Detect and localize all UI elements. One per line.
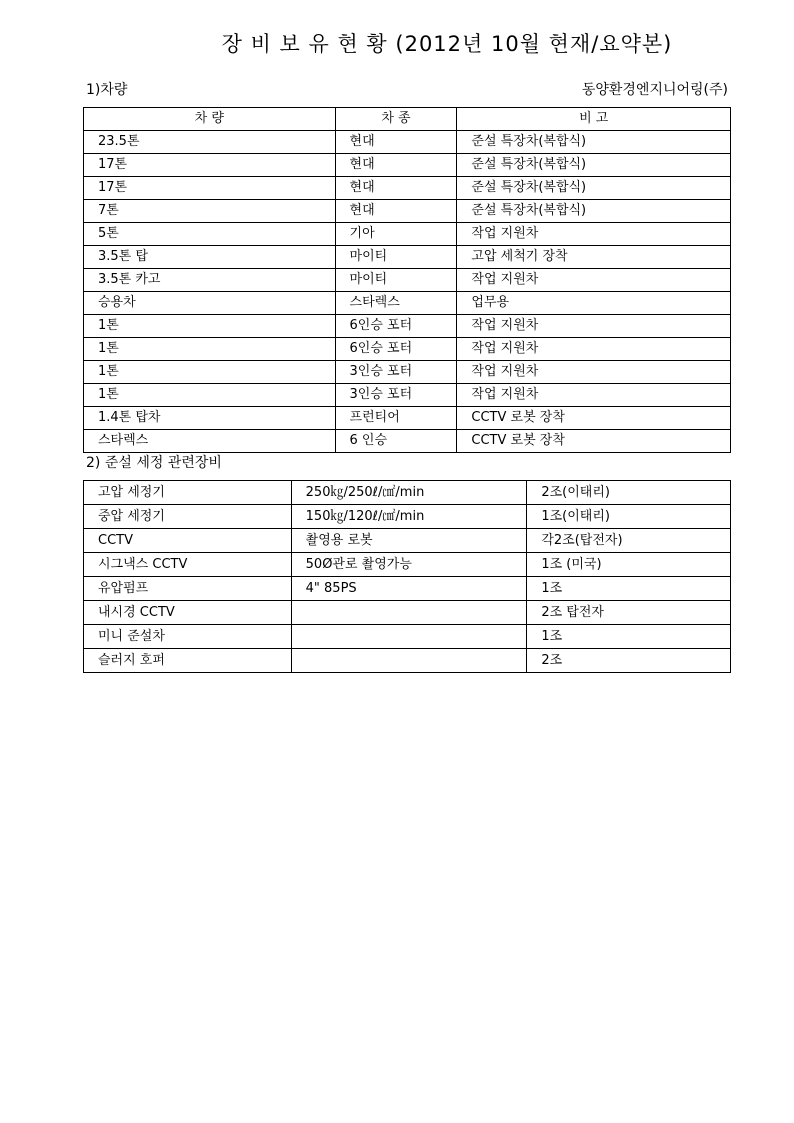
table-cell: 3.5톤 탑 [84,246,336,269]
table-row [84,384,731,407]
table-cell: 현대 [335,200,457,223]
table-cell: 스타렉스 [84,430,336,453]
table-cell: 스타렉스 [335,292,457,315]
table-cell: 고압 세척기 장착 [457,246,731,269]
table-cell: CCTV 로봇 장착 [457,430,731,453]
page-title: 장 비 보 유 현 황 (2012년 10월 현재/요약본) [221,32,673,56]
header-vehicle: 차 량 [84,108,336,131]
table-cell: 준설 특장차(복합식) [457,200,731,223]
table-cell: 마이티 [335,269,457,292]
table-row [84,505,731,529]
table-row [84,338,731,361]
table-cell: 6인승 포터 [335,315,457,338]
table-cell: 5톤 [84,223,336,246]
table-row [84,292,731,315]
table-cell: 촬영용 로봇 [291,529,527,553]
table-cell: 1조 [527,577,731,601]
table-cell: 4" 85PS [291,577,527,601]
table-header-row [84,108,731,131]
table-row [84,131,731,154]
table-cell: 1톤 [84,338,336,361]
table-cell: 작업 지원차 [457,338,731,361]
table-row [84,649,731,673]
table-cell: 슬러지 호퍼 [84,649,292,673]
table-row [84,481,731,505]
equipment-table [83,480,731,673]
table-row [84,246,731,269]
table-row [84,200,731,223]
table-cell: 준설 특장차(복합식) [457,177,731,200]
vehicle-table-body [84,131,731,453]
table-cell: 작업 지원차 [457,384,731,407]
table-cell: 미니 준설차 [84,625,292,649]
table-row [84,154,731,177]
table-cell: 50Ø관로 촬영가능 [291,553,527,577]
table-row [84,625,731,649]
table-cell [291,625,527,649]
table-cell: 작업 지원차 [457,361,731,384]
table-cell: 1톤 [84,384,336,407]
table-row [84,577,731,601]
table-cell: 마이티 [335,246,457,269]
table-cell: 현대 [335,177,457,200]
table-cell [291,601,527,625]
table-cell: 150㎏/120ℓ/㎠/min [291,505,527,529]
table-cell: 3.5톤 카고 [84,269,336,292]
table-row [84,223,731,246]
header-model: 차 종 [335,108,457,131]
table-cell: 작업 지원차 [457,315,731,338]
table-cell: CCTV 로봇 장착 [457,407,731,430]
table-cell: 6 인승 [335,430,457,453]
table-cell: 각2조(탑전자) [527,529,731,553]
table-cell: 업무용 [457,292,731,315]
table-cell: 250㎏/250ℓ/㎠/min [291,481,527,505]
company-name: 동양환경엔지니어링(주) [581,82,728,98]
table-cell: 준설 특장차(복합식) [457,131,731,154]
table-cell: 내시경 CCTV [84,601,292,625]
table-cell: 준설 특장차(복합식) [457,154,731,177]
table-cell: 승용차 [84,292,336,315]
table-cell: 3인승 포터 [335,361,457,384]
table-cell: 17톤 [84,177,336,200]
table-row [84,315,731,338]
table-cell: 현대 [335,154,457,177]
table-cell: 현대 [335,131,457,154]
table-cell: 17톤 [84,154,336,177]
table-cell: 1톤 [84,361,336,384]
table-row [84,177,731,200]
table-row [84,553,731,577]
table-cell: 2조 [527,649,731,673]
table-cell: CCTV [84,529,292,553]
table-cell: 23.5톤 [84,131,336,154]
table-row [84,529,731,553]
table-cell: 프런티어 [335,407,457,430]
table-row [84,361,731,384]
table-cell: 작업 지원차 [457,223,731,246]
table-cell: 1조 (미국) [527,553,731,577]
table-cell: 2조 탑전자 [527,601,731,625]
table-cell: 1조(이태리) [527,505,731,529]
table-cell: 2조(이태리) [527,481,731,505]
equipment-table-body [84,481,731,673]
table-row [84,601,731,625]
table-cell: 1조 [527,625,731,649]
section-1-label: 1)차량 [86,82,128,98]
table-cell: 1톤 [84,315,336,338]
table-cell: 6인승 포터 [335,338,457,361]
table-row [84,430,731,453]
table-cell: 작업 지원차 [457,269,731,292]
table-cell [291,649,527,673]
table-cell: 1.4톤 탑차 [84,407,336,430]
table-cell: 7톤 [84,200,336,223]
header-note: 비 고 [457,108,731,131]
vehicle-table [83,107,731,453]
table-cell: 고압 세정기 [84,481,292,505]
table-cell: 3인승 포터 [335,384,457,407]
section-2-label: 2) 준설 세정 관련장비 [86,455,222,471]
table-cell: 유압펌프 [84,577,292,601]
table-cell: 시그낵스 CCTV [84,553,292,577]
table-cell: 기아 [335,223,457,246]
table-row [84,407,731,430]
table-row [84,269,731,292]
table-cell: 중압 세정기 [84,505,292,529]
